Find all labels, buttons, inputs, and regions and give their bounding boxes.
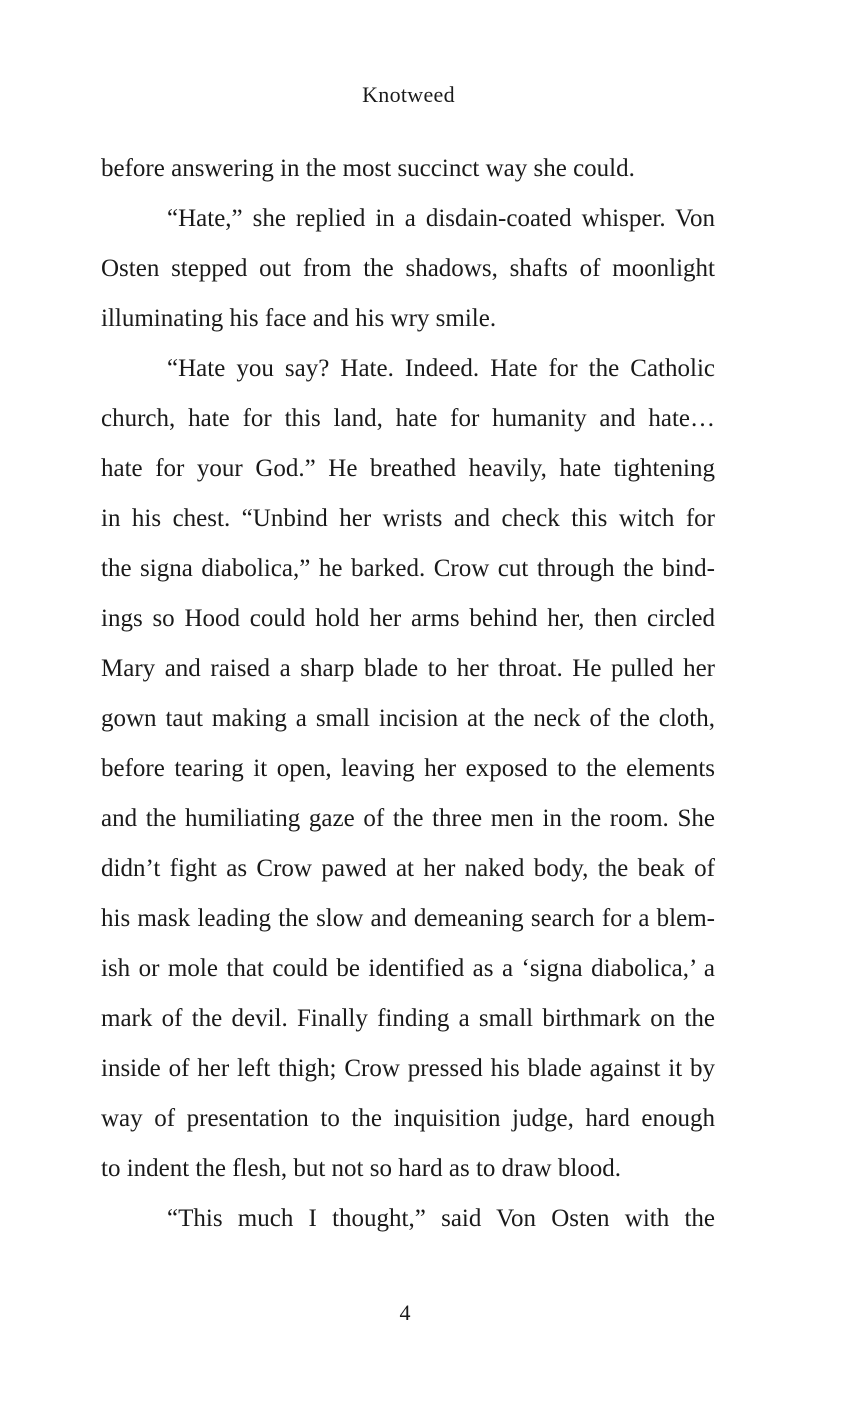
text-line: gown taut making a small incision at the neck of the cloth, [101,705,715,732]
text-line: church, hate for this land, hate for humanity and hate… [101,405,715,432]
text-line: “This much I thought,” said Von Osten with the [167,1205,715,1232]
text-line: way of presentation to the inquisition judge, hard enough [101,1105,715,1132]
text-line: mark of the devil. Finally finding a small birthmark on the [101,1005,715,1032]
text-line: in his chest. “Unbind her wrists and check this witch for [101,505,715,532]
text-line: “Hate,” she replied in a disdain-coated whisper. Von [167,205,715,232]
text-line: before answering in the most succinct way she could. [101,155,635,182]
text-line: inside of her left thigh; Crow pressed his blade against it by [101,1055,715,1082]
text-line: Mary and raised a sharp blade to her throat. He pulled her [101,655,715,682]
text-line: ings so Hood could hold her arms behind her, then circled [101,605,715,632]
text-line: his mask leading the slow and demeaning search for a blem- [101,905,715,932]
text-line: Osten stepped out from the shadows, shafts of moonlight [101,255,715,282]
text-line: to indent the flesh, but not so hard as to draw blood. [101,1155,622,1182]
text-line: “Hate you say? Hate. Indeed. Hate for the Catholic [167,355,715,382]
text-line: hate for your God.” He breathed heavily, hate tightening [101,455,715,482]
running-head-title: Knotweed [362,82,455,107]
page-number: 4 [399,1300,411,1325]
text-line: didn’t fight as Crow pawed at her naked body, the beak of [101,855,715,882]
text-line: before tearing it open, leaving her exposed to the elements [101,755,715,782]
body-text [101,144,715,1244]
text-line: and the humiliating gaze of the three men in the room. She [101,805,715,832]
text-line: illuminating his face and his wry smile. [101,305,497,332]
text-line: ish or mole that could be identified as a ‘signa diabolica,’ a [101,955,715,982]
text-line: the signa diabolica,” he barked. Crow cut through the bind- [101,555,715,582]
